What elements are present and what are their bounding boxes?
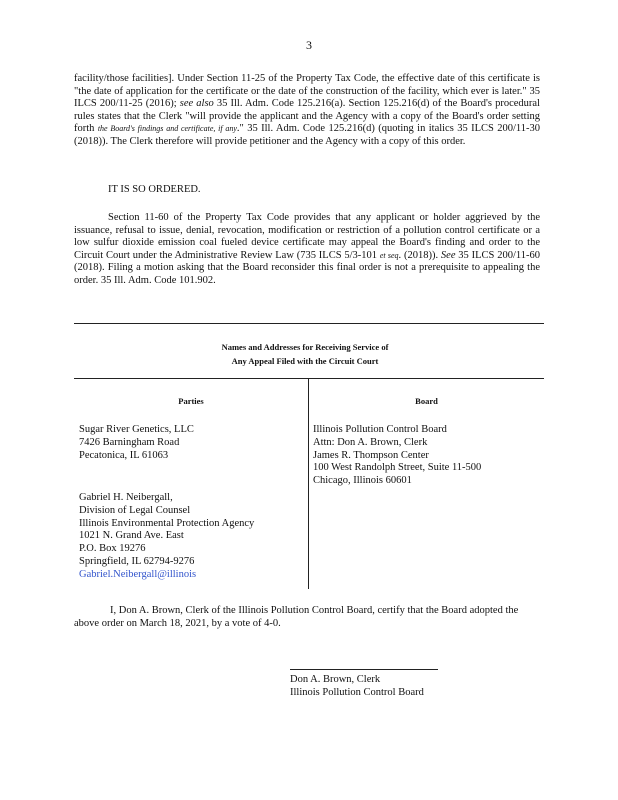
page-number: 3 — [306, 38, 312, 52]
party1-address — [79, 424, 194, 462]
p1-quoted-italic: the Board's findings and certificate, if any — [97, 124, 237, 134]
board-line: James R. Thompson Center — [313, 449, 429, 461]
signature-line — [290, 669, 438, 670]
divider-table-header — [74, 378, 544, 379]
party2-line: Illinois Environmental Protection Agency — [79, 517, 255, 529]
board-line: Attn: Don A. Brown, Clerk — [313, 436, 428, 448]
party2-line: 1021 N. Grand Ave. East — [79, 530, 184, 542]
p1-text-1: facility/those facilities]. Under Section 11-25 of the Property Tax Code, the effective date of this certificate is "the date of application for the certificate or the date of the construction of the facility, which ever is later." 35 ILCS 200/11-25 (2016); — [74, 73, 540, 110]
signature-org: Illinois Pollution Control Board — [290, 687, 424, 698]
party2-line: Gabriel H. Neibergall, — [79, 492, 173, 503]
board-address — [313, 424, 481, 488]
board-line: 100 West Randolph Street, Suite 11-500 — [313, 462, 482, 474]
paragraph-effective-date — [74, 73, 540, 149]
p2-text-3: 35 ILCS 200/11-60 (2018). Filing a motion asking that the Board reconsider this final order is not a prerequisite to appealing the order. 35 Ill. Adm. Code 101.902. — [74, 249, 540, 286]
certification-text: I, Don A. Brown, Clerk of the Illinois Pollution Control Board, certify that the Board adopted the above order on March 18, 2021, by a vote of 4-0. — [74, 605, 519, 629]
so-ordered: IT IS SO ORDERED. — [108, 184, 201, 195]
party1-line: 7426 Barningham Road — [79, 436, 180, 448]
board-line: Illinois Pollution Control Board — [313, 424, 447, 435]
party2-address — [79, 492, 254, 582]
board-line: Chicago, Illinois 60601 — [313, 475, 412, 487]
party2-email-link[interactable]: Gabriel.Neibergall@illinois — [79, 568, 197, 580]
party2-line: Springfield, IL 62794-9276 — [79, 555, 195, 567]
signature-name: Don A. Brown, Clerk — [290, 674, 381, 685]
clerk-certification — [74, 604, 540, 630]
table-column-divider — [308, 379, 309, 589]
party1-line: Pecatonica, IL 61063 — [79, 449, 169, 461]
party2-line: P.O. Box 19276 — [79, 543, 146, 555]
signature-block — [290, 673, 424, 699]
p2-text-2: . (2018)). — [398, 249, 441, 261]
service-table-title — [180, 340, 430, 368]
divider-top — [74, 323, 544, 324]
parties-header: Parties — [178, 396, 204, 406]
party2-line: Division of Legal Counsel — [79, 504, 191, 516]
p1-text-3: ." 35 Ill. Adm. Code 125.216(d) (quoting in italics 35 ILCS 200/11-30 (2018)). The Clerk therefore will provide petitioner and the Agency with a copy of this order. — [74, 123, 541, 147]
p1-text-2: 35 Ill. Adm. Code 125.216(a). Section 125.216(d) of the Board's procedural rules states that the Clerk "will provide the applicant and the Agency with a copy of the Board's order setting forth — [74, 98, 540, 135]
board-header: Board — [415, 396, 438, 406]
paragraph-appeal — [74, 212, 540, 288]
p2-text-1: Section 11-60 of the Property Tax Code provides that any applicant or holder aggrieved by the issuance, refusal to issue, denial, revocation, modification or restriction of a pollution control certificate or a low sulfur dioxide emission coal fueled device certificate may appeal the Board's finding and order to the Circuit Court under the Administrative Review Law (735 ILCS 5/3-101 — [74, 212, 540, 261]
service-title-line1: Names and Addresses for Receiving Service of — [221, 342, 389, 352]
p1-see-also: see also — [179, 98, 214, 110]
p2-et-seq: et seq — [379, 250, 399, 260]
service-title-line2: Any Appeal Filed with the Circuit Court — [231, 356, 379, 366]
party1-line: Sugar River Genetics, LLC — [79, 424, 194, 435]
p2-see: See — [440, 249, 456, 261]
